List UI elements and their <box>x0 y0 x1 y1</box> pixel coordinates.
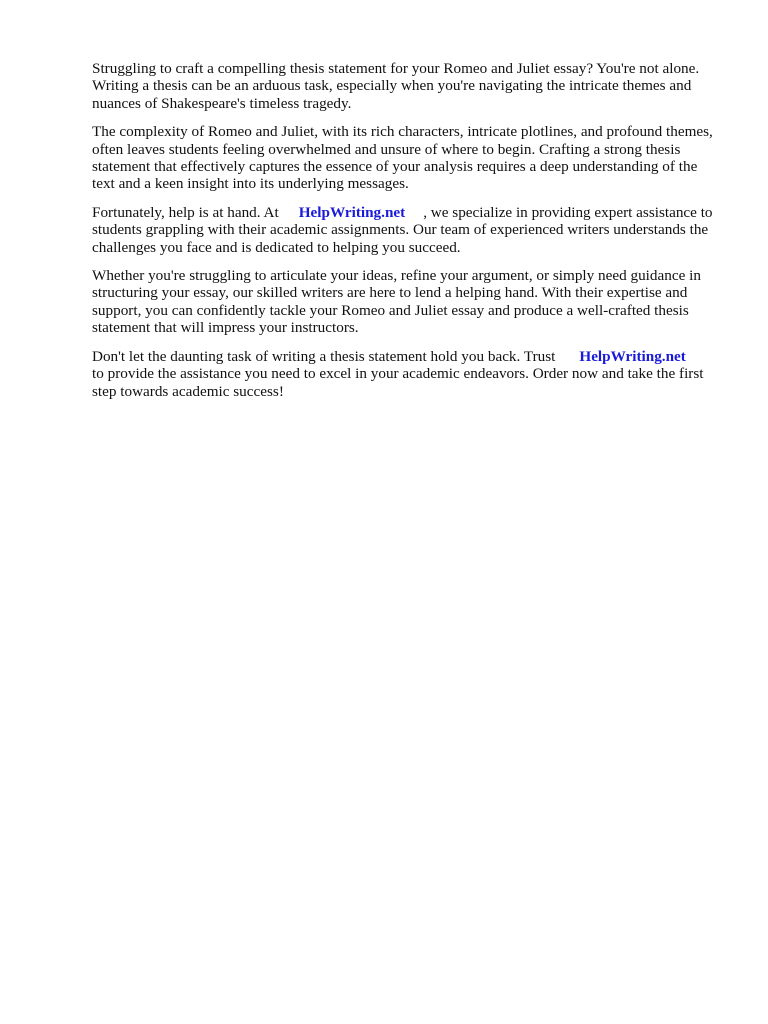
help-text-after: , we specialize in providing expert assistance to students grappling with their academic assignments. Our team of experienced writers understands the challenges you face and is dedicated to helping you succeed. <box>92 203 713 256</box>
support-paragraph: Whether you're struggling to articulate your ideas, refine your argument, or simply need guidance in structuring your essay, our skilled writers are here to lend a helping hand. With their expertise and support, you can confidently tackle your Romeo and Juliet essay and produce a well-crafted thesis statement that will impress your instructors. <box>92 267 701 337</box>
help-paragraph <box>92 204 722 256</box>
help-text-before: Fortunately, help is at hand. At <box>92 203 279 221</box>
closing-text-before: Don't let the daunting task of writing a thesis statement hold you back. Trust <box>92 347 556 365</box>
helpwriting-link[interactable]: HelpWriting.net <box>298 203 406 221</box>
document-body <box>92 60 722 411</box>
closing-text-after: to provide the assistance you need to excel in your academic endeavors. Order now and take the first step towards academic success! <box>92 365 704 400</box>
intro-paragraph: Struggling to craft a compelling thesis statement for your Romeo and Juliet essay? You're not alone. Writing a thesis can be an arduous task, especially when you're navigating the intricate themes and nuances of Shakespeare's timeless tragedy. <box>92 60 700 112</box>
complexity-paragraph: The complexity of Romeo and Juliet, with its rich characters, intricate plotlines, and profound themes, often leaves students feeling overwhelmed and unsure of where to begin. Crafting a strong thesis statement that effectively captures the essence of your analysis requires a deep understanding of the text and a keen insight into its underlying messages. <box>92 123 713 193</box>
helpwriting-link-closing[interactable]: HelpWriting.net <box>579 347 686 365</box>
closing-paragraph <box>92 348 722 400</box>
